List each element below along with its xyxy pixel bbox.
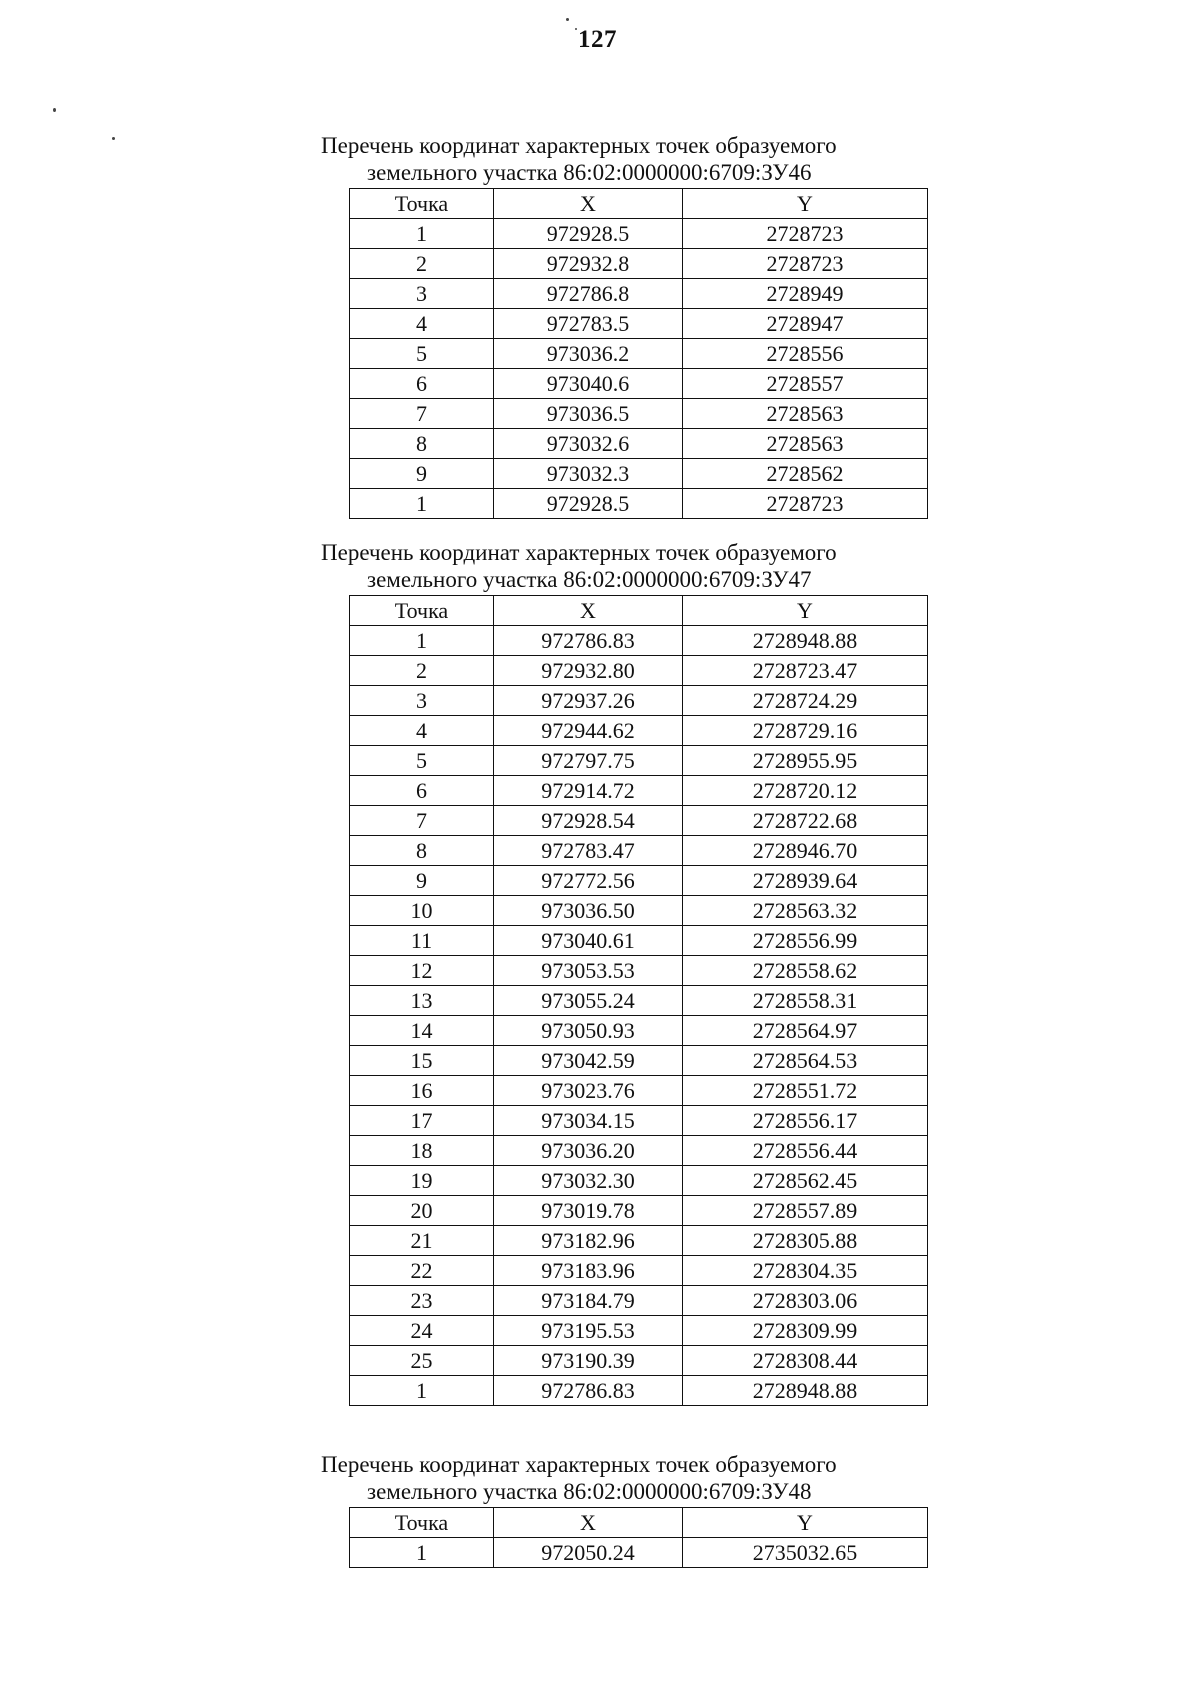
- x-coordinate-cell: 972932.8: [494, 249, 683, 279]
- y-coordinate-cell: 2728722.68: [683, 806, 928, 836]
- point-number-cell: 24: [350, 1316, 494, 1346]
- x-coordinate-cell: 972050.24: [494, 1538, 683, 1568]
- table-row: [350, 776, 928, 806]
- y-coordinate-cell: 2728723: [683, 489, 928, 519]
- x-coordinate-cell: 973040.6: [494, 369, 683, 399]
- y-coordinate-cell: 2728551.72: [683, 1076, 928, 1106]
- table-row: [350, 626, 928, 656]
- column-header: Y: [683, 596, 928, 626]
- scan-speck: [53, 108, 56, 112]
- y-coordinate-cell: 2728723.47: [683, 656, 928, 686]
- y-coordinate-cell: 2728939.64: [683, 866, 928, 896]
- table-row: [350, 1346, 928, 1376]
- table-row: [350, 309, 928, 339]
- table-header-row: [350, 1508, 928, 1538]
- point-number-cell: 8: [350, 429, 494, 459]
- table-row: [350, 339, 928, 369]
- x-coordinate-cell: 973053.53: [494, 956, 683, 986]
- table-row: [350, 489, 928, 519]
- x-coordinate-cell: 972914.72: [494, 776, 683, 806]
- column-header: Y: [683, 189, 928, 219]
- column-header: Точка: [350, 596, 494, 626]
- x-coordinate-cell: 972786.83: [494, 626, 683, 656]
- x-coordinate-cell: 973036.20: [494, 1136, 683, 1166]
- coordinates-table: [349, 595, 928, 1406]
- point-number-cell: 1: [350, 626, 494, 656]
- x-coordinate-cell: 973050.93: [494, 1016, 683, 1046]
- x-coordinate-cell: 973195.53: [494, 1316, 683, 1346]
- point-number-cell: 21: [350, 1226, 494, 1256]
- table-row: [350, 369, 928, 399]
- y-coordinate-cell: 2728562.45: [683, 1166, 928, 1196]
- section-subheading: земельного участка 86:02:0000000:6709:ЗУ46: [367, 160, 812, 185]
- point-number-cell: 10: [350, 896, 494, 926]
- table-row: [350, 429, 928, 459]
- point-number-cell: 2: [350, 656, 494, 686]
- x-coordinate-cell: 973032.3: [494, 459, 683, 489]
- table-row: [350, 1226, 928, 1256]
- x-coordinate-cell: 973040.61: [494, 926, 683, 956]
- coordinates-table: [349, 1507, 928, 1568]
- point-number-cell: 18: [350, 1136, 494, 1166]
- x-coordinate-cell: 973184.79: [494, 1286, 683, 1316]
- y-coordinate-cell: 2728557.89: [683, 1196, 928, 1226]
- column-header: X: [494, 189, 683, 219]
- y-coordinate-cell: 2728303.06: [683, 1286, 928, 1316]
- x-coordinate-cell: 973032.6: [494, 429, 683, 459]
- y-coordinate-cell: 2728564.53: [683, 1046, 928, 1076]
- point-number-cell: 1: [350, 219, 494, 249]
- column-header: Точка: [350, 1508, 494, 1538]
- y-coordinate-cell: 2728723: [683, 249, 928, 279]
- x-coordinate-cell: 972786.8: [494, 279, 683, 309]
- x-coordinate-cell: 972928.54: [494, 806, 683, 836]
- page-number: 127: [578, 26, 617, 53]
- point-number-cell: 8: [350, 836, 494, 866]
- point-number-cell: 4: [350, 716, 494, 746]
- point-number-cell: 16: [350, 1076, 494, 1106]
- y-coordinate-cell: 2728947: [683, 309, 928, 339]
- x-coordinate-cell: 973034.15: [494, 1106, 683, 1136]
- y-coordinate-cell: 2728946.70: [683, 836, 928, 866]
- table-row: [350, 219, 928, 249]
- section-heading: Перечень координат характерных точек образуемого: [321, 1452, 837, 1477]
- y-coordinate-cell: 2728308.44: [683, 1346, 928, 1376]
- point-number-cell: 6: [350, 776, 494, 806]
- table-row: [350, 1196, 928, 1226]
- table-row: [350, 836, 928, 866]
- table-row: [350, 279, 928, 309]
- table-row: [350, 656, 928, 686]
- table-row: [350, 249, 928, 279]
- point-number-cell: 9: [350, 459, 494, 489]
- column-header: X: [494, 1508, 683, 1538]
- x-coordinate-cell: 972786.83: [494, 1376, 683, 1406]
- coordinates-table: [349, 188, 928, 519]
- x-coordinate-cell: 973182.96: [494, 1226, 683, 1256]
- table-row: [350, 1166, 928, 1196]
- y-coordinate-cell: 2728556.99: [683, 926, 928, 956]
- scan-speck: [575, 28, 577, 30]
- column-header: X: [494, 596, 683, 626]
- y-coordinate-cell: 2728556.17: [683, 1106, 928, 1136]
- table-row: [350, 956, 928, 986]
- point-number-cell: 25: [350, 1346, 494, 1376]
- table-row: [350, 1106, 928, 1136]
- scan-speck: [566, 18, 569, 21]
- x-coordinate-cell: 973036.5: [494, 399, 683, 429]
- y-coordinate-cell: 2728723: [683, 219, 928, 249]
- y-coordinate-cell: 2728729.16: [683, 716, 928, 746]
- y-coordinate-cell: 2728563: [683, 399, 928, 429]
- table-row: [350, 1016, 928, 1046]
- table-row: [350, 1538, 928, 1568]
- point-number-cell: 5: [350, 746, 494, 776]
- y-coordinate-cell: 2728558.31: [683, 986, 928, 1016]
- section-heading: Перечень координат характерных точек образуемого: [321, 540, 837, 565]
- point-number-cell: 5: [350, 339, 494, 369]
- y-coordinate-cell: 2728563.32: [683, 896, 928, 926]
- x-coordinate-cell: 972928.5: [494, 219, 683, 249]
- table-row: [350, 1046, 928, 1076]
- point-number-cell: 15: [350, 1046, 494, 1076]
- y-coordinate-cell: 2728564.97: [683, 1016, 928, 1046]
- x-coordinate-cell: 973032.30: [494, 1166, 683, 1196]
- table-row: [350, 746, 928, 776]
- y-coordinate-cell: 2728563: [683, 429, 928, 459]
- table-row: [350, 1076, 928, 1106]
- point-number-cell: 7: [350, 399, 494, 429]
- x-coordinate-cell: 972937.26: [494, 686, 683, 716]
- y-coordinate-cell: 2728556: [683, 339, 928, 369]
- point-number-cell: 4: [350, 309, 494, 339]
- table-row: [350, 1286, 928, 1316]
- table-row: [350, 399, 928, 429]
- y-coordinate-cell: 2728720.12: [683, 776, 928, 806]
- table-row: [350, 686, 928, 716]
- point-number-cell: 3: [350, 279, 494, 309]
- section-subheading: земельного участка 86:02:0000000:6709:ЗУ48: [367, 1479, 812, 1504]
- y-coordinate-cell: 2728304.35: [683, 1256, 928, 1286]
- x-coordinate-cell: 973023.76: [494, 1076, 683, 1106]
- x-coordinate-cell: 972772.56: [494, 866, 683, 896]
- table-row: [350, 716, 928, 746]
- table-row: [350, 459, 928, 489]
- point-number-cell: 20: [350, 1196, 494, 1226]
- point-number-cell: 2: [350, 249, 494, 279]
- table-row: [350, 1136, 928, 1166]
- x-coordinate-cell: 972944.62: [494, 716, 683, 746]
- column-header: Y: [683, 1508, 928, 1538]
- x-coordinate-cell: 973036.2: [494, 339, 683, 369]
- x-coordinate-cell: 973042.59: [494, 1046, 683, 1076]
- point-number-cell: 3: [350, 686, 494, 716]
- x-coordinate-cell: 973190.39: [494, 1346, 683, 1376]
- y-coordinate-cell: 2728955.95: [683, 746, 928, 776]
- x-coordinate-cell: 973036.50: [494, 896, 683, 926]
- table-row: [350, 986, 928, 1016]
- y-coordinate-cell: 2728556.44: [683, 1136, 928, 1166]
- point-number-cell: 23: [350, 1286, 494, 1316]
- point-number-cell: 6: [350, 369, 494, 399]
- table-row: [350, 1316, 928, 1346]
- x-coordinate-cell: 973183.96: [494, 1256, 683, 1286]
- point-number-cell: 17: [350, 1106, 494, 1136]
- x-coordinate-cell: 973019.78: [494, 1196, 683, 1226]
- point-number-cell: 12: [350, 956, 494, 986]
- point-number-cell: 9: [350, 866, 494, 896]
- y-coordinate-cell: 2728309.99: [683, 1316, 928, 1346]
- x-coordinate-cell: 973055.24: [494, 986, 683, 1016]
- table-row: [350, 1256, 928, 1286]
- x-coordinate-cell: 972783.47: [494, 836, 683, 866]
- table-row: [350, 866, 928, 896]
- y-coordinate-cell: 2728558.62: [683, 956, 928, 986]
- y-coordinate-cell: 2728948.88: [683, 626, 928, 656]
- x-coordinate-cell: 972928.5: [494, 489, 683, 519]
- y-coordinate-cell: 2728949: [683, 279, 928, 309]
- scan-speck: [112, 137, 115, 140]
- y-coordinate-cell: 2728948.88: [683, 1376, 928, 1406]
- column-header: Точка: [350, 189, 494, 219]
- point-number-cell: 13: [350, 986, 494, 1016]
- y-coordinate-cell: 2728724.29: [683, 686, 928, 716]
- point-number-cell: 14: [350, 1016, 494, 1046]
- point-number-cell: 1: [350, 1538, 494, 1568]
- point-number-cell: 11: [350, 926, 494, 956]
- table-row: [350, 896, 928, 926]
- table-row: [350, 1376, 928, 1406]
- y-coordinate-cell: 2735032.65: [683, 1538, 928, 1568]
- point-number-cell: 7: [350, 806, 494, 836]
- point-number-cell: 19: [350, 1166, 494, 1196]
- section-heading: Перечень координат характерных точек образуемого: [321, 133, 837, 158]
- y-coordinate-cell: 2728305.88: [683, 1226, 928, 1256]
- table-header-row: [350, 189, 928, 219]
- table-header-row: [350, 596, 928, 626]
- table-row: [350, 806, 928, 836]
- x-coordinate-cell: 972932.80: [494, 656, 683, 686]
- section-subheading: земельного участка 86:02:0000000:6709:ЗУ47: [367, 567, 812, 592]
- table-row: [350, 926, 928, 956]
- point-number-cell: 22: [350, 1256, 494, 1286]
- point-number-cell: 1: [350, 489, 494, 519]
- x-coordinate-cell: 972797.75: [494, 746, 683, 776]
- x-coordinate-cell: 972783.5: [494, 309, 683, 339]
- y-coordinate-cell: 2728562: [683, 459, 928, 489]
- point-number-cell: 1: [350, 1376, 494, 1406]
- y-coordinate-cell: 2728557: [683, 369, 928, 399]
